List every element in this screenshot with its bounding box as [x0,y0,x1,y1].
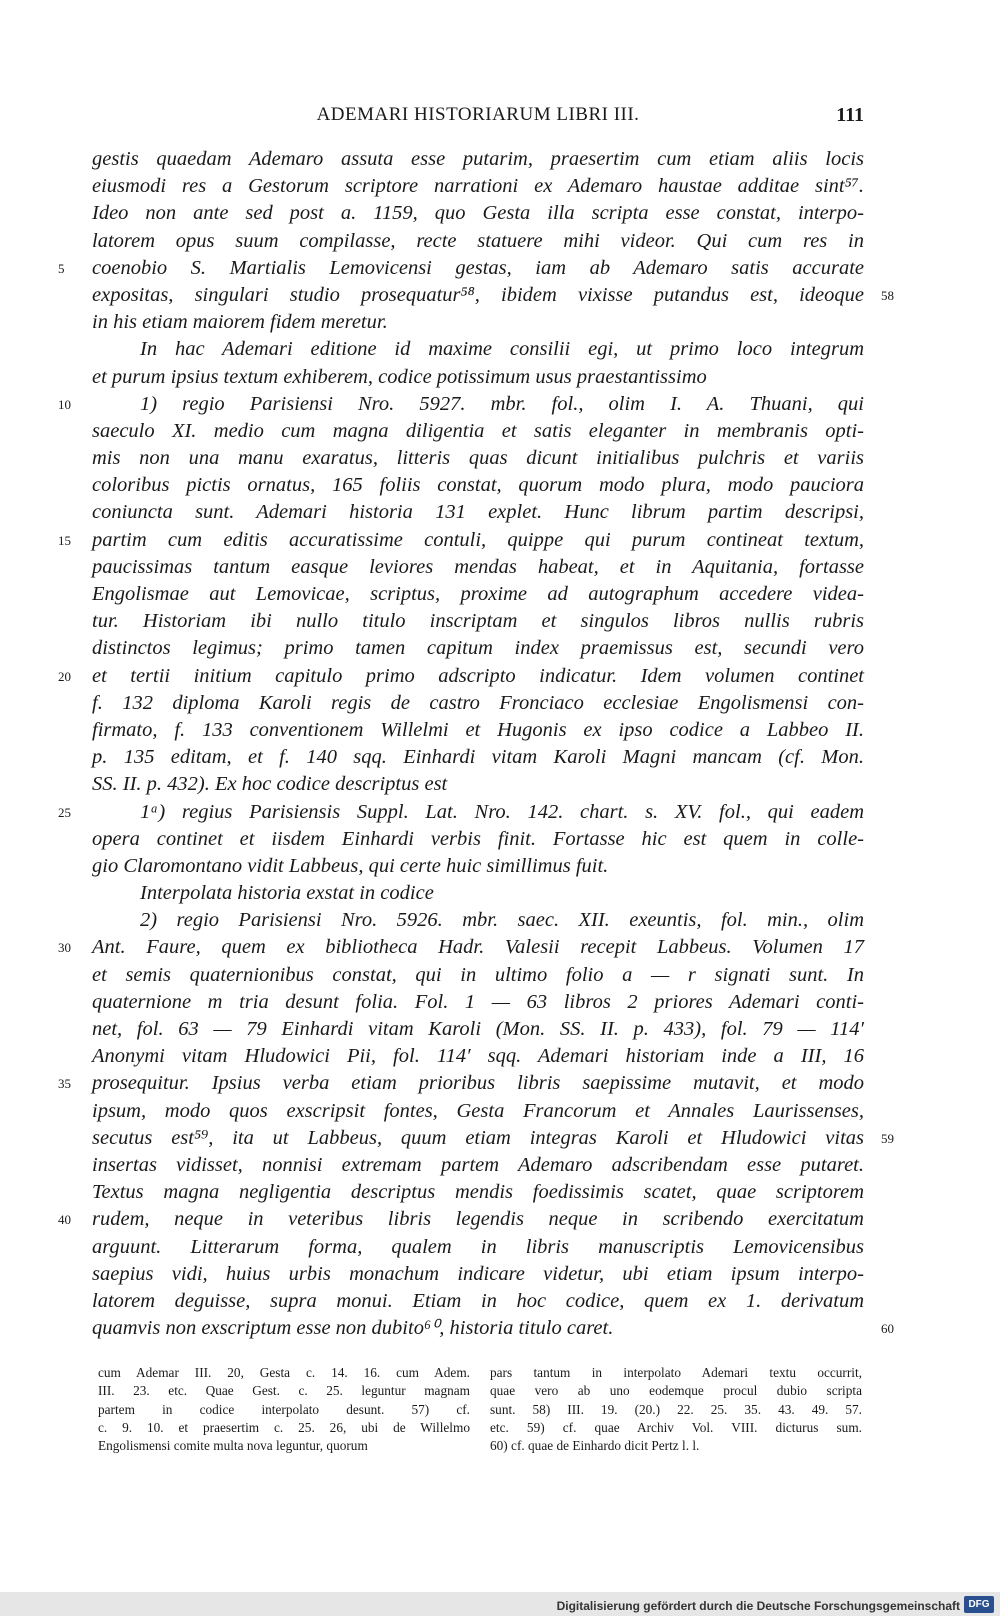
text-line-content: insertas vidisset, nonnisi extremam partem Ademaro adscribendam esse putaret. [92,1153,864,1176]
text-line [92,1179,864,1206]
text-line [92,1152,864,1179]
text-line [92,880,864,907]
text-line [92,962,864,989]
text-line [92,744,864,771]
text-line [92,1016,864,1043]
text-line [92,173,864,200]
footnote-line [490,1401,862,1419]
text-line [92,554,864,581]
line-number: 35 [58,1076,71,1092]
text-line [92,1043,864,1070]
text-line-content: Textus magna negligentia descriptus mendis foedissimis scatet, quae scriptorem [92,1181,864,1204]
footnote-line [98,1382,470,1400]
footnote-line-content: cum Ademar III. 20, Gesta c. 14. 16. cum Adem. [98,1365,470,1380]
credit-bar [0,1592,1000,1616]
text-line-content: net, fol. 63 — 79 Einhardi vitam Karoli (Mon. SS. II. p. 433), fol. 79 — 114′ [92,1018,864,1040]
text-line [58,663,864,690]
text-line-content: saeculo XI. medio cum magna diligentia et satis eleganter in membranis opti- [92,419,864,442]
text-line-content: tur. Historiam ibi nullo titulo inscriptam et singulos libros nullis rubris [92,610,864,633]
text-line [92,1315,894,1342]
footnote-line [98,1401,470,1419]
text-line [92,608,864,635]
text-line-content: ipsum, modo quos exscripsit fontes, Gesta Francorum et Annales Laurissenses, [92,1099,864,1122]
text-line [92,472,864,499]
text-line-content: latorem deguisse, supra monui. Etiam in hoc codice, quem ex 1. derivatum [92,1289,864,1312]
text-line [92,853,864,880]
footnote-line [490,1437,862,1455]
text-line-content: Anonymi vitam Hludowici Pii, fol. 114′ sqq. Ademari historiam inde a III, 16 [92,1045,864,1068]
footnote-line-content: pars tantum in interpolato Ademari textu occurrit, [490,1365,862,1380]
text-line [92,146,864,173]
text-line [92,771,864,798]
footnote-line-content: quae vero ab uno eodemque procul dubio scripta [490,1383,862,1399]
text-line-content: arguunt. Litterarum forma, qualem in libris manuscriptis Lemovicensibus [92,1235,864,1258]
footnote-line [98,1364,470,1382]
line-number: 15 [58,532,71,548]
text-line [92,336,864,363]
footnote-line-content: etc. 59) cf. quae Archiv Vol. VIII. dicturus sum. [490,1419,862,1435]
line-number: 40 [58,1212,71,1228]
text-line-content: Ant. Faure, quem ex bibliotheca Hadr. Valesii recepit Labbeus. Volumen 17 [92,936,864,959]
text-line [92,499,864,526]
text-line-content: eiusmodi res a Gestorum scriptore narrationi ex Ademaro haustae additae sint⁵⁷. [92,175,864,198]
text-line [92,1234,864,1261]
margin-note-number: 60 [881,1321,894,1337]
text-line [92,200,864,227]
text-line-content: In hac Ademari editione id maxime consilii egi, ut primo loco integrum [140,338,864,361]
text-line [92,228,864,255]
text-line [92,635,864,662]
running-title: ADEMARI HISTORIARUM LIBRI III. [316,104,640,125]
text-line-content: 2) regio Parisiensi Nro. 5926. mbr. saec. XII. exeuntis, fol. min., olim [140,909,864,932]
text-line-content: rudem, neque in veteribus libris legendis neque in scribendo exercitatum [92,1208,864,1231]
line-number: 10 [58,396,71,412]
text-line-content: latorem opus suum compilasse, recte statuere mihi videor. Qui cum res in [92,229,864,252]
text-line-content: et tertii initium capitulo primo adscripto indicatur. Idem volumen continet [92,664,864,687]
text-line [58,255,864,282]
text-line-content: paucissimas tantum easque leviores mendas habeat, et in Aquitania, fortasse [92,555,864,578]
text-line-content: et purum ipsius textum exhiberem, codice potissimum usus praestantissimo [92,365,707,388]
line-number: 25 [58,804,71,820]
footnote-line [490,1364,862,1382]
text-line-content: coloribus pictis ornatus, 165 foliis constat, quorum modo plura, modo pauciora [92,474,864,497]
footnote-line [98,1419,470,1437]
line-number: 5 [58,260,65,276]
footnote-line [490,1382,862,1400]
text-line-content: coniuncta sunt. Ademari historia 131 explet. Hunc librum partim descripsi, [92,501,864,524]
margin-note-number: 58 [881,287,894,303]
text-line-content: partim cum editis accuratissime contuli, quippe qui purum contineat textum, [92,528,864,551]
text-line-content: quamvis non exscriptum esse non dubito⁶⁰, historia titulo caret. [92,1317,614,1340]
text-line-content: 1) regio Parisiensi Nro. 5927. mbr. fol., olim I. A. Thuani, qui [140,392,864,415]
text-line-content: gio Claromontano vidit Labbeus, qui certe huic simillimus fuit. [92,854,609,877]
line-number: 30 [58,940,71,956]
margin-note-number: 59 [881,1130,894,1146]
text-line-content: mis non una manu exaratus, litteris quas dicunt initialibus pulchris et variis [92,447,864,470]
footnote-line [98,1437,470,1455]
text-line-content: distinctos legimus; primo tamen capitum index praemissus est, secundi vero [92,637,864,660]
footnote-line-content: sunt. 58) III. 19. (20.) 22. 25. 35. 43. 49. 57. [490,1401,862,1417]
text-line-content: in his etiam maiorem fidem meretur. [92,311,388,334]
text-line-content: p. 135 editam, et f. 140 sqq. Einhardi vitam Karoli Magni mancam (cf. Mon. [92,746,864,769]
text-line [58,934,864,961]
text-line [92,717,864,744]
text-line [92,826,864,853]
text-line [92,364,864,391]
text-line-content: et semis quaternionibus constat, qui in ultimo folio a — r signati sunt. In [92,963,864,986]
text-line [92,1288,864,1315]
text-line-content: expositas, singulari studio prosequatur⁵⁸, ibidem vixisse putandus est, ideoque [92,283,864,306]
text-line [92,1125,894,1152]
text-line-content: Engolismae aut Lemovicae, scriptus, proxime ad autographum accedere videa- [92,583,864,605]
text-line [92,1098,864,1125]
text-line [92,418,864,445]
text-line-content: SS. II. p. 432). Ex hoc codice descriptus est [92,773,448,796]
dfg-logo: DFG [964,1596,994,1613]
footnote-line [490,1419,862,1437]
text-line-content: secutus est⁵⁹, ita ut Labbeus, quum etiam integras Karoli et Hludowici vitas [92,1126,864,1149]
text-line-content: Interpolata historia exstat in codice [140,882,434,905]
text-line [58,799,864,826]
footnote-line-content: 60) cf. quae de Einhardo dicit Pertz l. l. [490,1438,700,1454]
text-line-content: Ideo non ante sed post a. 1159, quo Gesta illa scripta esse constat, interpo- [92,202,864,225]
text-line-content: firmato, f. 133 conventionem Willelmi et Hugonis ex ipso codice a Labbeo II. [92,718,864,741]
text-line [92,282,894,309]
text-line-content: prosequitur. Ipsius verba etiam prioribus libris saepissime mutavit, et modo [92,1072,864,1095]
text-line [92,309,864,336]
text-line [58,527,864,554]
line-number: 20 [58,668,71,684]
footnote-line-content: III. 23. etc. Quae Gest. c. 25. leguntur magnam [98,1383,470,1399]
text-line [92,907,864,934]
page-header [92,104,864,134]
footnotes-left-column [98,1364,470,1455]
footnote-line-content: Engolismensi comite multa nova leguntur, quorum [98,1438,368,1454]
text-line-content: f. 132 diploma Karoli regis de castro Fronciaco ecclesiae Engolismensi con- [92,691,864,714]
text-line [92,1261,864,1288]
text-line-content: 1ᵃ) regius Parisiensis Suppl. Lat. Nro. 142. chart. s. XV. fol., qui eadem [140,800,864,823]
page-number: 111 [836,104,864,126]
text-line [58,1206,864,1233]
text-line [92,989,864,1016]
text-line [58,391,864,418]
text-line-content: saepius vidi, huius urbis monachum indicare videtur, ubi etiam ipsum interpo- [92,1262,864,1285]
main-text [58,146,894,1342]
footnotes-right-column [490,1364,862,1455]
text-line [92,445,864,472]
footnote-line-content: c. 9. 10. et praesertim c. 25. 26, ubi de Willelmo [98,1419,470,1435]
text-line-content: coenobio S. Martialis Lemovicensi gestas, iam ab Ademaro satis accurate [92,256,864,279]
text-line [92,690,864,717]
text-line-content: opera continet et iisdem Einhardi verbis finit. Fortasse hic est quem in colle- [92,827,864,850]
text-line-content: quaternione m tria desunt folia. Fol. 1 — 63 libros 2 priores Ademari conti- [92,990,864,1013]
footnote-line-content: partem in codice interpolato desunt. 57) cf. [98,1401,470,1417]
text-line-content: gestis quaedam Ademaro assuta esse putarim, praesertim cum etiam aliis locis [92,148,864,170]
funding-credit: Digitalisierung gefördert durch die Deutsche Forschungsgemeinschaft [556,1599,960,1613]
text-line [58,1070,864,1097]
text-line [92,581,864,608]
